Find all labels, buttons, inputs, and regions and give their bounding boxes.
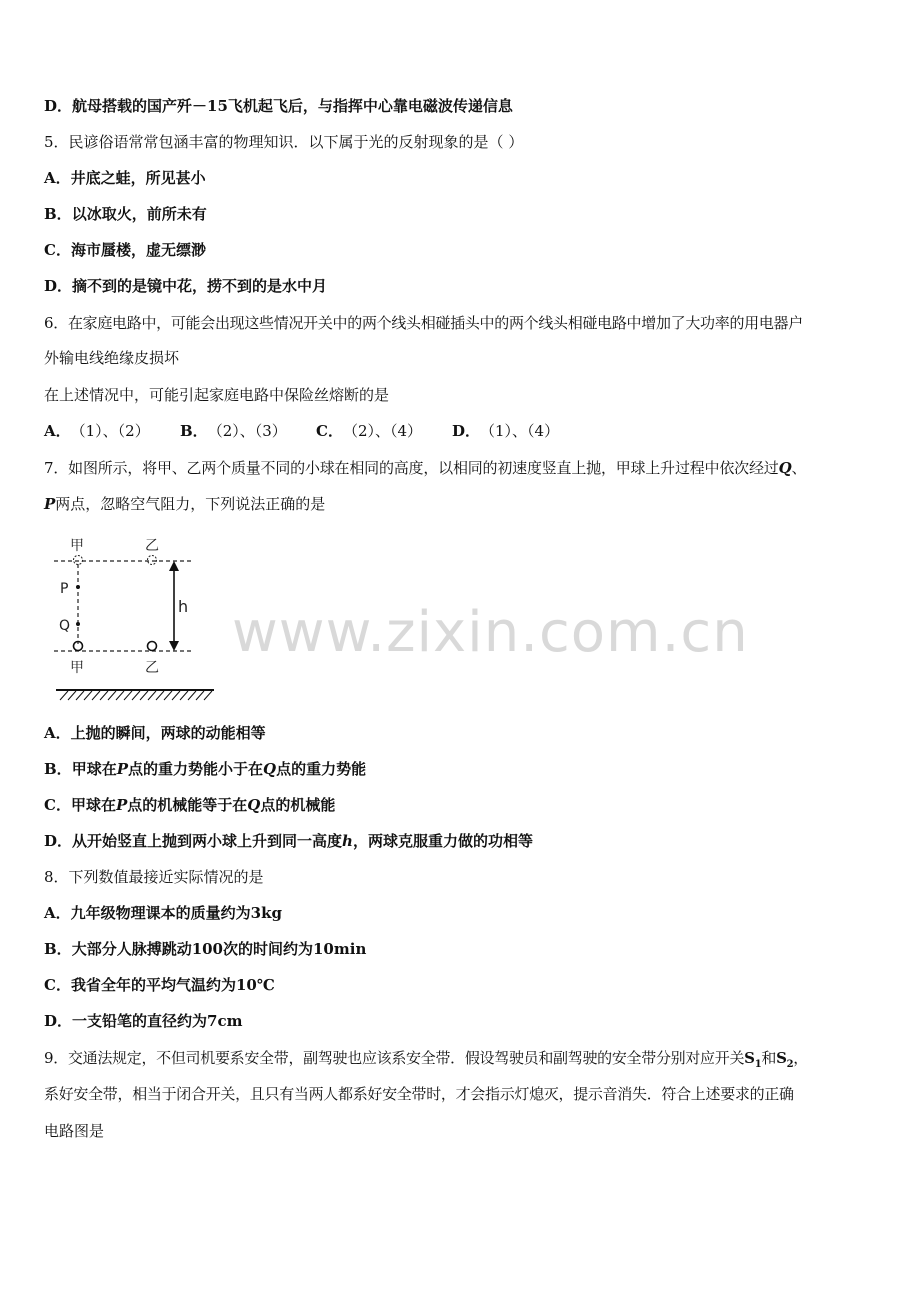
q6-stem-line2: 外输电线绝缘皮损坏 (44, 349, 180, 367)
var-q: Q (263, 760, 277, 778)
h-arrow-head-down (169, 641, 179, 651)
q9-stem-line2: 系好安全带，相当于闭合开关，且只有当两人都系好安全带时，才会指示灯熄灭，提示音消失．符合上述要求的正确 (44, 1085, 794, 1103)
q6-option-d (452, 421, 559, 441)
point-p (76, 585, 80, 589)
option-letter: A． (44, 422, 71, 440)
q8-option-a (44, 903, 884, 923)
option-text: ，两球克服重力做的功相等 (352, 832, 533, 850)
q6-option-a (44, 421, 180, 441)
option-letter: D． (44, 277, 73, 295)
q8-stem: 8．下列数值最接近实际情况的是 (44, 868, 264, 886)
q5-stem: 5．民谚俗语常常包涵丰富的物理知识．以下属于光的反射现象的是（ ） (44, 133, 524, 151)
q5-option-b (44, 204, 884, 224)
q8-option-c (44, 975, 884, 995)
label-h: h (178, 597, 189, 616)
option-text: 航母搭载的国产歼－15飞机起飞后，与指挥中心靠电磁波传递信息 (72, 97, 513, 115)
label-jia-bottom: 甲 (70, 660, 84, 676)
stem-text: 和 (761, 1049, 777, 1067)
q5-option-d (44, 276, 884, 296)
option-text: 九年级物理课本的质量约为3kg (70, 904, 282, 922)
yi-top-ball (148, 556, 157, 565)
label-jia-top: 甲 (70, 538, 84, 554)
point-q (76, 622, 80, 626)
h-arrow-head-up (169, 561, 179, 571)
q4-option-d (44, 96, 884, 116)
option-letter: B． (44, 760, 72, 778)
option-text: 井底之蛙，所见甚小 (70, 169, 206, 187)
option-letter: D． (452, 422, 481, 440)
q8-option-b (44, 939, 884, 959)
switch-s2-subscript: 2 (786, 1059, 794, 1070)
option-text: （1）、（4） (480, 422, 560, 440)
ground-hatching (60, 691, 212, 700)
option-letter: D． (44, 832, 73, 850)
yi-bottom-ball (148, 642, 157, 651)
q6-stem-line1: 6．在家庭电路中，可能会出现这些情况开关中的两个线头相碰插头中的两个线头相碰电路中增加了大功率的用电器户 (44, 314, 803, 332)
option-letter: C． (44, 976, 71, 994)
option-letter: A． (44, 169, 71, 187)
option-text: 我省全年的平均气温约为10℃ (70, 976, 275, 994)
q9-stem-line1 (44, 1048, 884, 1068)
var-p: P (44, 495, 56, 513)
option-text: 点的机械能 (260, 796, 336, 814)
option-letter: B． (44, 940, 72, 958)
q6-stem-line3: 在上述情况中，可能引起家庭电路中保险丝熔断的是 (44, 386, 390, 404)
stem-punct: 、 (791, 459, 807, 477)
stem-text: 7．如图所示，将甲、乙两个质量不同的小球在相同的高度，以相同的初速度竖直上抛，甲球上升过程中依次经过 (44, 459, 779, 477)
option-text: 上抛的瞬间，两球的动能相等 (70, 724, 266, 742)
q7-option-a (44, 723, 884, 743)
q6-option-b (180, 421, 316, 441)
var-h: h (342, 832, 353, 850)
q5-option-a (44, 168, 884, 188)
option-text: 点的重力势能 (276, 760, 367, 778)
option-text: （1）、（2） (70, 422, 150, 440)
option-text: 甲球在 (71, 760, 117, 778)
q7-figure (44, 530, 224, 710)
var-q: Q (778, 459, 792, 477)
option-text: 甲球在 (70, 796, 116, 814)
option-text: 从开始竖直上抛到两小球上升到同一高度 (72, 832, 343, 850)
jia-top-ball (74, 556, 83, 565)
option-text: 大部分人脉搏跳动100次的时间约为10min (71, 940, 367, 958)
stem-text: 9．交通法规定，不但司机要系安全带，副驾驶也应该系安全带．假设驾驶员和副驾驶的安全带分别对应开关 (44, 1049, 745, 1067)
q7-stem-line1 (44, 458, 884, 478)
label-yi-top: 乙 (145, 538, 159, 554)
option-text: 一支铅笔的直径约为7cm (72, 1012, 243, 1030)
option-text: （2）、（3） (207, 422, 287, 440)
q7-option-d (44, 831, 884, 851)
q7-stem-line2 (44, 494, 884, 514)
option-letter: D． (44, 1012, 73, 1030)
option-text: 摘不到的是镜中花，捞不到的是水中月 (72, 277, 328, 295)
option-letter: B． (44, 205, 72, 223)
switch-s1: S (744, 1049, 755, 1067)
option-letter: C． (316, 422, 343, 440)
option-letter: C． (44, 241, 71, 259)
q6-options (44, 421, 559, 441)
q7-option-b (44, 759, 884, 779)
option-letter: C． (44, 796, 71, 814)
option-text: 海市蜃楼，虚无缥渺 (70, 241, 206, 259)
q6-option-c (316, 421, 452, 441)
var-p: P (116, 760, 128, 778)
switch-s2: S (776, 1049, 787, 1067)
option-text: 点的重力势能小于在 (127, 760, 263, 778)
option-letter: A． (44, 904, 71, 922)
label-p: P (60, 581, 69, 597)
var-p: P (115, 796, 128, 814)
label-yi-bottom: 乙 (145, 660, 159, 676)
option-letter: D． (44, 97, 73, 115)
var-q: Q (247, 796, 261, 814)
q5-option-c (44, 240, 884, 260)
switch-s1-subscript: 1 (754, 1059, 762, 1070)
stem-text: 两点，忽略空气阻力，下列说法正确的是 (55, 495, 326, 513)
option-letter: A． (44, 724, 71, 742)
option-text: 点的机械能等于在 (127, 796, 248, 814)
q8-option-d (44, 1011, 884, 1031)
stem-punct: ， (793, 1049, 808, 1067)
label-q: Q (59, 618, 71, 634)
watermark: www.zixin.com.cn (232, 600, 749, 665)
option-letter: B． (180, 422, 208, 440)
option-text: 以冰取火，前所未有 (71, 205, 207, 223)
q9-stem-line3: 电路图是 (44, 1122, 105, 1140)
q7-option-c (44, 795, 884, 815)
option-text: （2）、（4） (342, 422, 423, 440)
